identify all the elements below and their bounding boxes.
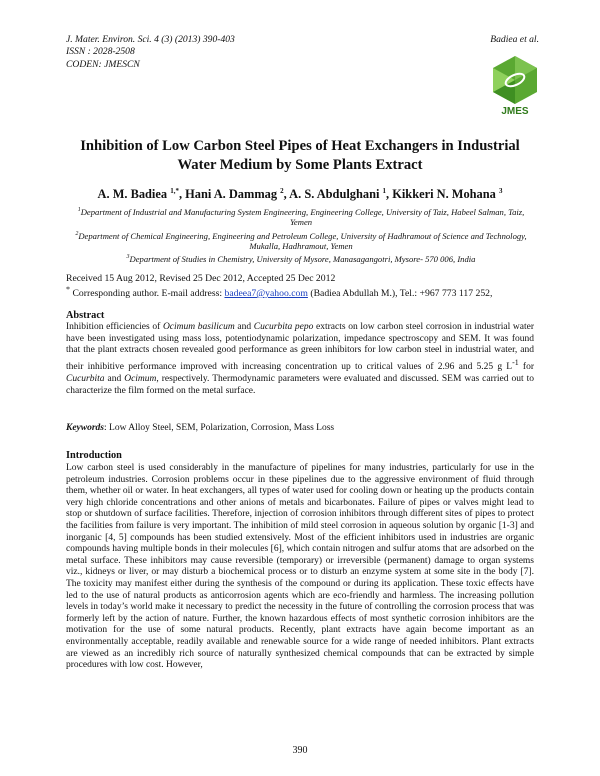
logo-text: JMES <box>501 106 529 116</box>
paper-title <box>60 137 540 175</box>
affiliation: $^1$Department of Industrial and Manufacturing System Engineering, Engineering College, University of Taiz, Habeel Salman, Taiz, Yemen <box>77 206 525 228</box>
author-name: Hani A. Dammag <box>185 187 278 202</box>
keywords-label: Keywords <box>66 423 104 433</box>
email-link[interactable]: badeea7@yahoo.com <box>224 288 308 300</box>
affiliation: $^2$Department of Chemical Engineering, Engineering and Petroleum College, University of Hadhramout of Science and Technology, Mukalla, Hadhramout, Yemen <box>75 230 527 251</box>
journal-header <box>66 34 235 71</box>
author-name: A. S. Abdulghani <box>289 187 380 202</box>
author-list: A. M. Badiea $^{1,*}$, Hani A. Dammag $^2$, A. S. Abdulghani $^1$, Kikkeri N. Mohana $^3$ <box>97 187 503 202</box>
author-affiliation-mark: 3 <box>498 187 503 195</box>
keywords-list: : Low Alloy Steel, SEM, Polarization, Corrosion, Mass Loss <box>104 423 335 433</box>
author-affiliation-mark: 1,* <box>170 187 179 195</box>
affiliation: $^3$Department of Studies in Chemistry, University of Mysore, Manasagangotri, Mysore- 570 006, India <box>126 253 476 264</box>
species-name: Cucurbita pepo <box>253 322 314 332</box>
title-line: Water Medium by Some Plants Extract <box>177 157 423 173</box>
author-name: A. M. Badiea <box>97 187 168 202</box>
species-name: Cucurbita <box>66 373 105 384</box>
running-author: Badiea et al. <box>490 34 539 45</box>
jmes-logo <box>487 52 543 116</box>
title-line: Inhibition of Low Carbon Steel Pipes of Heat Exchangers in Industrial <box>80 138 520 154</box>
abstract-body: Inhibition efficiencies of Ocimum basilicum and Cucurbita pepo extracts on low carbon steel corrosion in industrial water have been investigated using mass loss, potentiodynamic polarization, impedance spectroscopy and SEM. It was found that the plant extracts chosen revealed good performance as green inhibitors for low carbon steel in industrial water, and their inhibitive performance improved with increasing concentration up to critical values of 2.96 and 5.25 g $L^{-1}$ for Cucurbita and Ocimum, respectively. Thermodynamic parameters were evaluated and discussed. SEM was carried out to characterize the film formed on the metal surface. <box>66 322 535 396</box>
journal-reference: J. Mater. Environ. Sci. 4 (3) (2013) 390-403 <box>66 34 235 45</box>
keywords <box>66 423 334 433</box>
author-affiliation-mark: 2 <box>280 187 284 195</box>
affiliations <box>66 205 536 265</box>
coden: CODEN: JMESCN <box>66 58 140 70</box>
author-name: Kikkeri N. Mohana <box>392 187 496 202</box>
issn: ISSN : 2028-2508 <box>66 46 135 58</box>
introduction-heading: Introduction <box>66 450 122 461</box>
abstract-heading: Abstract <box>66 310 105 321</box>
page-number: 390 <box>292 745 308 756</box>
species-name: Ocimum basilicum <box>162 322 235 332</box>
author-affiliation-mark: 1 <box>382 187 387 195</box>
corresponding-author: * Corresponding author. E-mail address: badeea7@yahoo.com (Badiea Abdullah M.), Tel.: +967 773 117 252, <box>66 285 493 300</box>
introduction-body: Low carbon steel is used considerably in the manufacture of pipelines for many industries, particularly for use in the petroleum industries. Corrosion problems occur in these pipelines due to the aggressive environment of fluid through them, whether oil or water. In heat exchangers, all types of water used for cooling down or heating up the products contain very high chloride concentrations and other anions of metals and bicarbonates. Failure of pipes or valves might lead to stop or shutdown of surface facilities. Therefore, injection of corrosion inhibitors through different sites of pipes to protect the facilities from failure is very important. The inhibition of mild steel corrosion in aqueous solution by organic [1-3] and inorganic [4, 5] compounds has been studied extensively. Most of the efficient inhibitors used in industries are organic compounds having multiple bonds in their molecules [6], which contain nitrogen and sulfur atoms that are adsorbed on the metal surface. These inhibitors may cause reversible (temporary) or irreversible (permanent) damage to organ systems viz., kidneys or liver, or may disturb a biochemical process or to disturb an enzyme system at some site in the body [7]. The toxicity may manifest either during the synthesis of the compound or during its application. These toxic effects have led to the use of natural products as anticorrosion agents which are eco-friendly and harmless. The increasing pollution levels in today’s world make it necessary to predict the necessity in the future of controlling the corrosion process that was formerly left by the action of nature. Further, the known hazardous effects of most synthetic corrosion inhibitors are the motivation for the use of some natural products. Recently, plant extracts have again become important as an environmentally acceptable, readily available and renewable source for a wide range of needed inhibitors. Plant extracts are viewed as an incredibly rich source of naturally synthesized chemical compounds that can be extracted by simple procedures with low cost. However, <box>66 463 534 671</box>
publication-dates: Received 15 Aug 2012, Revised 25 Dec 2012, Accepted 25 Dec 2012 <box>66 273 336 284</box>
species-name: Ocimum <box>124 373 157 384</box>
